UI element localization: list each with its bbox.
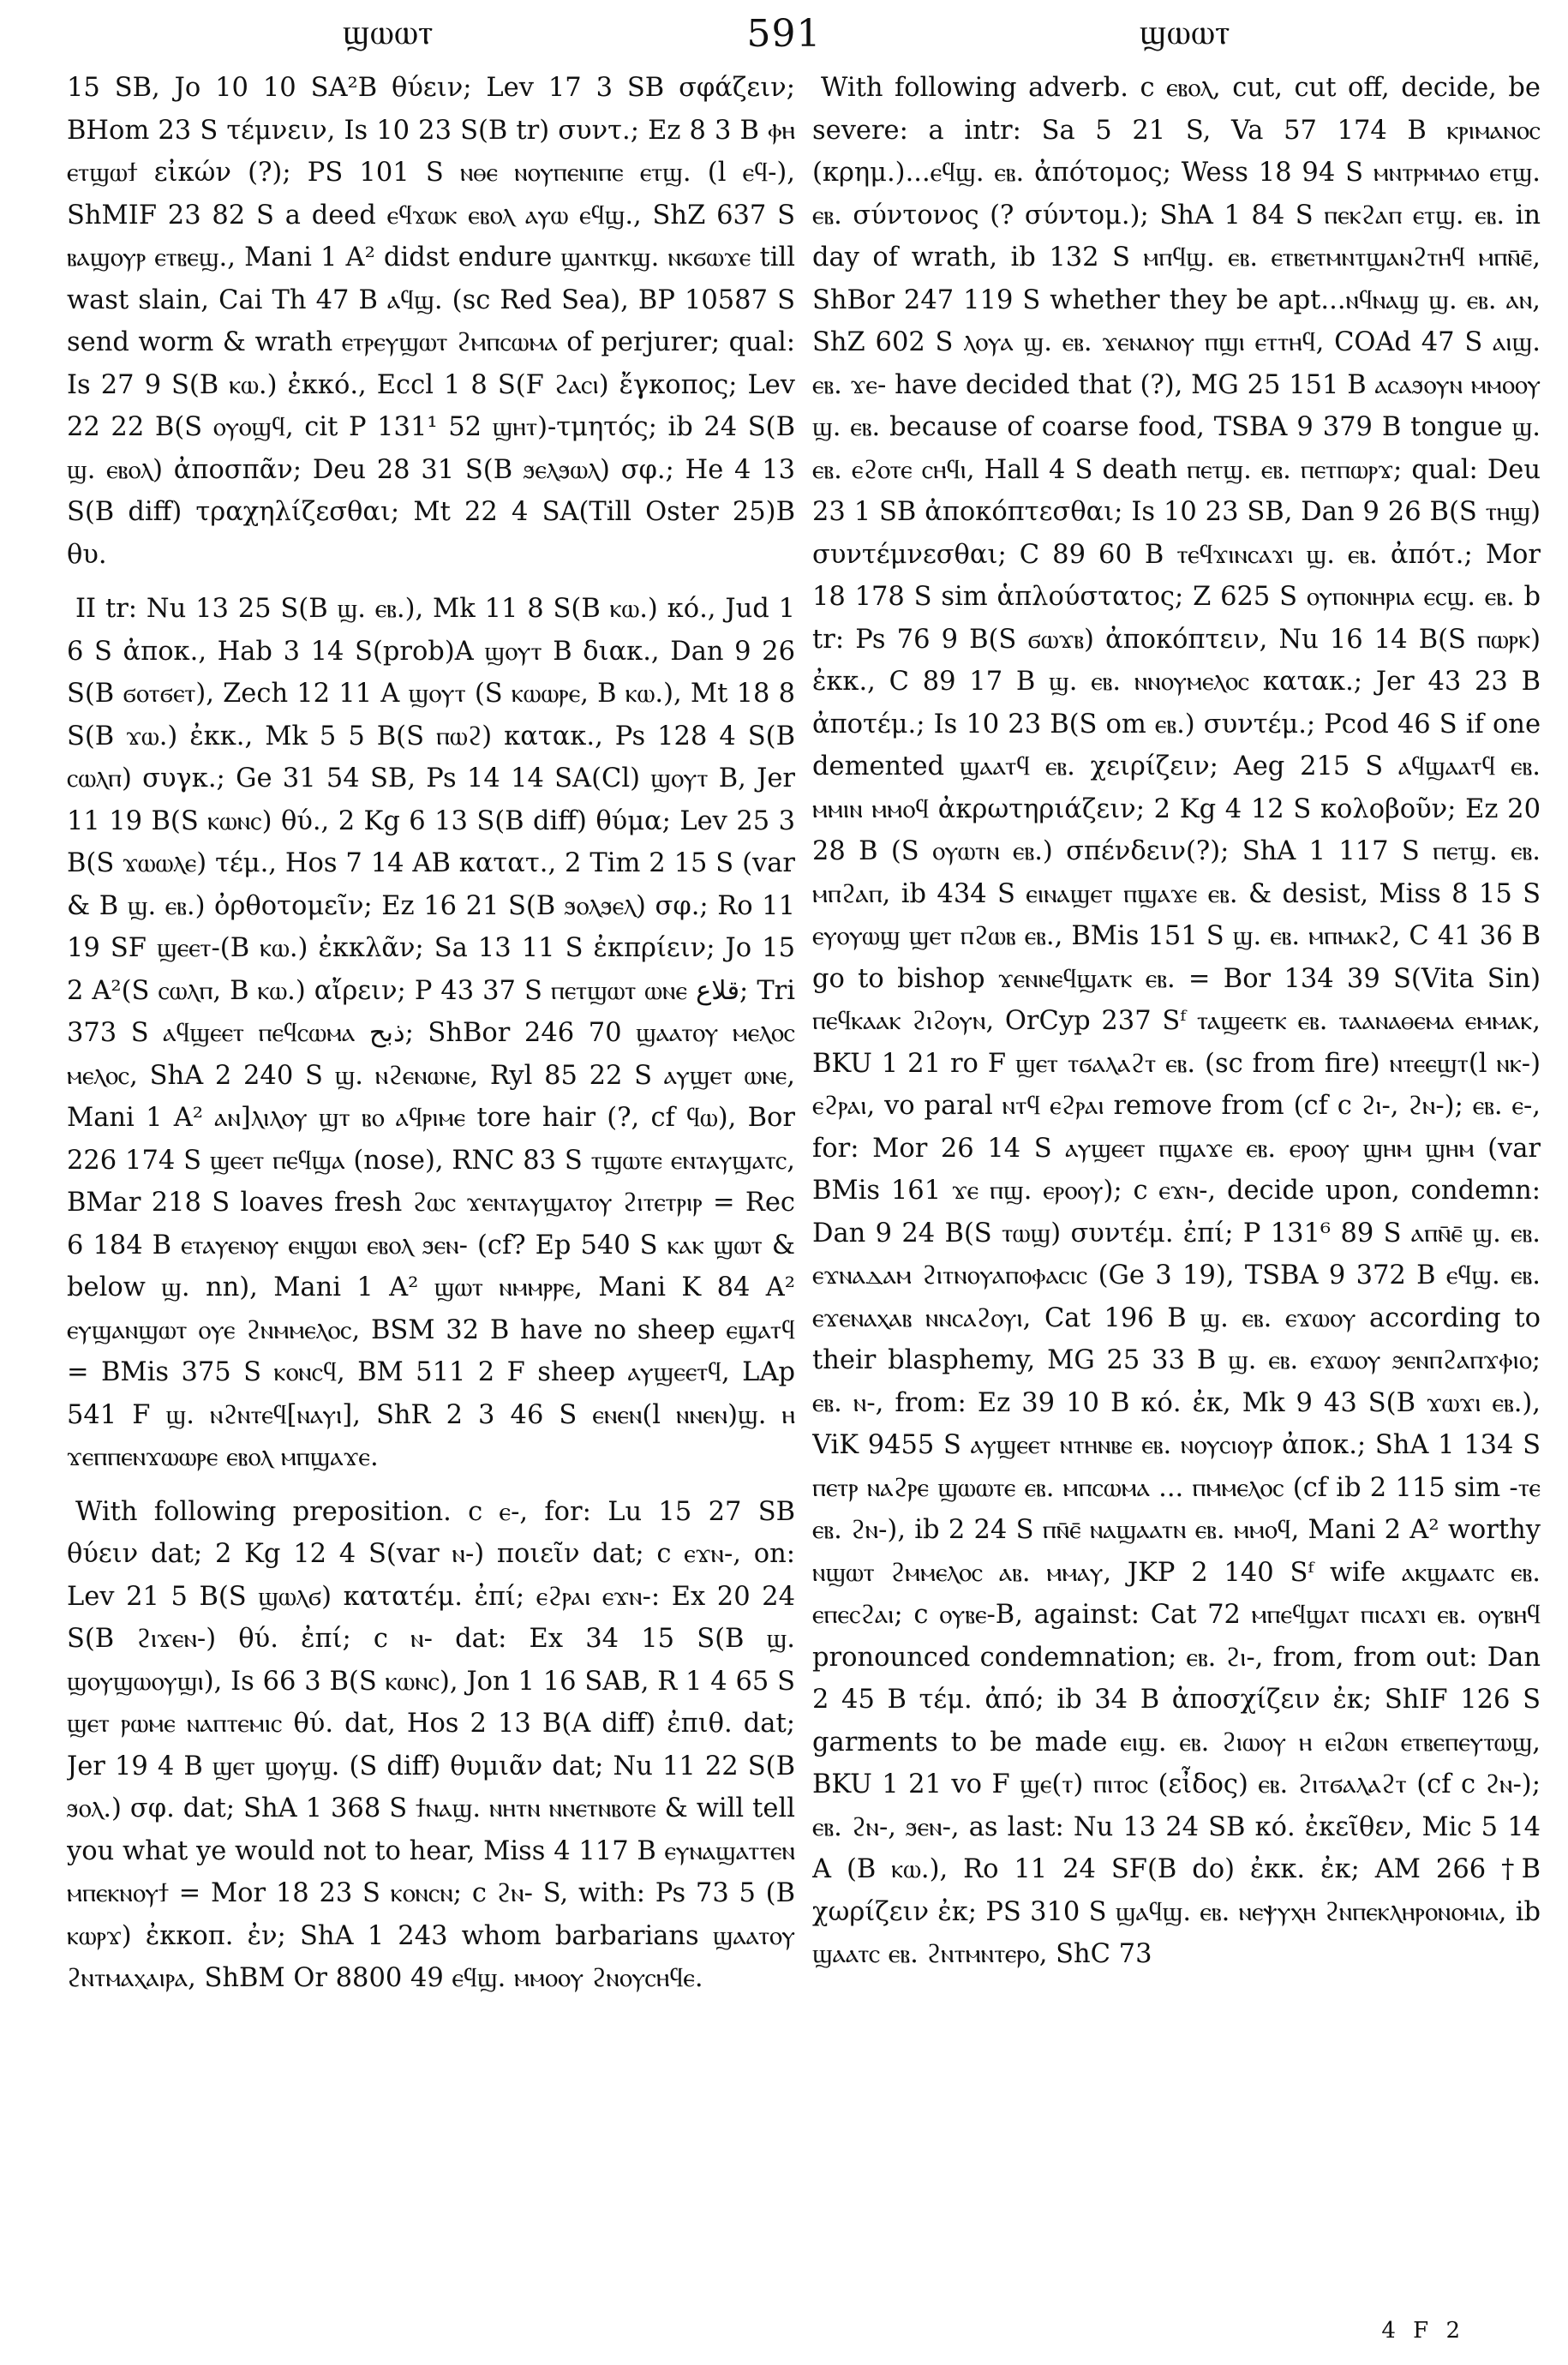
left-column xyxy=(67,67,795,2286)
left-paragraph-1: 15 SB, Jo 10 10 SA²B θύειν; Lev 17 3 SB σφάζειν; BHom 23 S τέμνειν, Is 10 23 S(B tr) συντ.; Ez 8 3 B ⲫⲏ ⲉⲧϣⲱϯ εἰκών (?); PS 101 S ⲛⲑⲉ ⲛⲟⲩⲡⲉⲛⲓⲡⲉ ⲉⲧϣ. (l ⲉϥ-), ShMIF 23 82 S a deed ⲉϥϫⲱⲕ ⲉⲃⲟⲗ ⲁⲩⲱ ⲉϥϣ., ShZ 637 S ⲃⲁϣⲟⲩⲣ ⲉⲧⲃⲉϣ., Mani 1 A² didst endure ϣⲁⲛⲧⲕϣ. ⲛⲕϭⲱϫⲉ till wast slain, Cai Th 47 B ⲁϥϣ. (sc Red Sea), BP 10587 S send worm & wrath ⲉⲧⲣⲉⲩϣⲱⲧ ϩⲙⲡⲥⲱⲙⲁ of perjurer; qual: Is 27 9 S(B ⲕⲱ.) ἐκκό., Eccl 1 8 S(F ϩⲁⲥⲓ) ἔγκοπος; Lev 22 22 B(S ⲟⲩⲟϣϥ, cit P 131¹ 52 ϣⲏⲧ)-τμητός; ib 24 S(B ϣ. ⲉⲃⲟⲗ) ἀποσπᾶν; Deu 28 31 S(B ϧⲉⲗϧⲱⲗ) σφ.; He 4 13 S(B diff) τραχηλίζεσθαι; Mt 22 4 SA(Till Oster 25)B θυ. xyxy=(67,73,795,570)
running-header xyxy=(0,12,1568,63)
left-paragraph-2: II tr: Nu 13 25 S(B ϣ. ⲉⲃ.), Mk 11 8 S(B ⲕⲱ.) κό., Jud 1 6 S ἀποκ., Hab 3 14 S(prob)A ϣⲟⲩⲧ B διακ., Dan 9 26 S(B ϭⲟⲧϭⲉⲧ), Zech 12 11 A ϣⲟⲩⲧ (S ⲕⲱⲱⲣⲉ, B ⲕⲱ.), Mt 18 8 S(B ϫⲱ.) ἐκκ., Mk 5 5 B(S ⲡⲱϩ) κατακ., Ps 128 4 S(B ⲥⲱⲗⲡ) συγκ.; Ge 31 54 SB, Ps 14 14 SA(Cl) ϣⲟⲩⲧ B, Jer 11 19 B(S ⲕⲱⲛⲥ) θύ., 2 Kg 6 13 S(B diff) θύμα; Lev 25 3 B(S ϫⲱⲱⲗⲉ) τέμ., Hos 7 14 AB κατατ., 2 Tim 2 15 S (var & B ϣ. ⲉⲃ.) ὀρθοτομεῖν; Ez 16 21 S(B ϧⲟⲗϧⲉⲗ) σφ.; Ro 11 19 SF ϣⲉⲉⲧ-(B ⲕⲱ.) ἐκκλᾶν; Sa 13 11 S ἐκπρίειν; Jo 15 2 A²(S ⲥⲱⲗⲡ, B ⲕⲱ.) αἴρειν; P 43 37 S ⲡⲉⲧϣⲱⲧ ⲱⲛⲉ قلاع; Tri 373 S ⲁϥϣⲉⲉⲧ ⲡⲉϥⲥⲱⲙⲁ ذبح; ShBor 246 70 ϣⲁⲁⲧⲟⲩ ⲙⲉⲗⲟⲥ ⲙⲉⲗⲟⲥ, ShA 2 240 S ϣ. ⲛϩⲉⲛⲱⲛⲉ, Ryl 85 22 S ⲁⲩϣⲉⲧ ⲱⲛⲉ, Mani 1 A² ⲁⲛ]ⲗⲓⲗⲟⲩ ϣⲧ ⲃⲟ ⲁϥⲣⲓⲙⲉ tore hair (?, cf ϥⲱ), Bor 226 174 S ϣⲉⲉⲧ ⲡⲉϥϣⲁ (nose), RNC 83 S ⲧϣⲱⲧⲉ ⲉⲛⲧⲁⲩϣⲁⲧⲥ, BMar 218 S loaves fresh ϩⲱⲥ ϫⲉⲛⲧⲁⲩϣⲁⲧⲟⲩ ϩⲓⲧⲉⲧⲣⲓⲣ = Rec 6 184 B ⲉⲧⲁⲩⲉⲛⲟⲩ ⲉⲛϣⲱⲓ ⲉⲃⲟⲗ ϧⲉⲛ- (cf? Ep 540 S ⲕⲁⲕ ϣⲱⲧ & below ϣ. nn), Mani 1 A² ϣⲱⲧ ⲛⲙⲙⲣⲣⲉ, Mani K 84 A² ⲉⲩϣⲁⲛϣⲱⲧ ⲟⲩⲉ ϩⲛⲙⲙⲉⲗⲟⲥ, BSM 32 B have no sheep ⲉϣⲁⲧϥ = BMis 375 S ⲕⲟⲛⲥϥ, BM 511 2 F sheep ⲁⲩϣⲉⲉⲧϥ, LAp 541 F ϣ. ⲛϩⲛⲧⲉϥ[ⲛⲁⲩⲓ], ShR 2 3 46 S ⲉⲛⲉⲛ(l ⲛⲛⲉⲛ)ϣ. ⲏ ϫⲉⲡⲡⲉⲛϫⲱⲱⲣⲉ ⲉⲃⲟⲗ ⲙⲡϣⲁϫⲉ. xyxy=(67,594,795,1472)
right-paragraph-1: With following adverb. c ⲉⲃⲟⲗ, cut, cut off, decide, be severe: a intr: Sa 5 21 S, Va 57 174 B ⲕⲣⲓⲙⲁⲛⲟⲥ (κρημ.)...ⲉϥϣ. ⲉⲃ. ἀπότομος; Wess 18 94 S ⲙⲛⲧⲣⲙⲙⲁⲟ ⲉⲧϣ. ⲉⲃ. σύντονος (? σύντομ.); ShA 1 84 S ⲡⲉⲕϩⲁⲡ ⲉⲧϣ. ⲉⲃ. in day of wrath, ib 132 S ⲙⲡϥϣ. ⲉⲃ. ⲉⲧⲃⲉⲧⲙⲛⲧϣⲁⲛϩⲧⲏϥ ⲙⲡⲛ̄ⲉ̄, ShBor 247 119 S whether they be apt...ⲛϥⲛⲁϣ ϣ. ⲉⲃ. ⲁⲛ, ShZ 602 S ⲗⲟⲩⲁ ϣ. ⲉⲃ. ϫⲉⲛⲁⲛⲟⲩ ⲡϣⲓ ⲉⲧⲧⲏϥ, COAd 47 S ⲁⲓϣ. ⲉⲃ. ϫⲉ- have decided that (?), MG 25 151 B ⲁⲥⲁϧⲟⲩⲛ ⲙⲙⲟⲟⲩ ϣ. ⲉⲃ. because of coarse food, TSBA 9 379 B tongue ϣ. ⲉⲃ. ⲉϩⲟⲧⲉ ⲥⲏϥⲓ, Hall 4 S death ⲡⲉⲧϣ. ⲉⲃ. ⲡⲉⲧⲡⲱⲣϫ; qual: Deu 23 1 SB ἀποκόπτεσθαι; Is 10 23 SB, Dan 9 26 B(S ⲧⲏϣ) συντέμνεσθαι; C 89 60 B ⲧⲉϥϫⲓⲛⲥⲁϫⲓ ϣ. ⲉⲃ. ἀπότ.; Mor 18 178 S sim ἁπλούστατος; Z 625 S ⲟⲩⲡⲟⲛⲏⲣⲓⲁ ⲉⲥϣ. ⲉⲃ. b tr: Ps 76 9 B(S ϭⲱϫⲃ) ἀποκόπτειν, Nu 16 14 B(S ⲡⲱⲣⲕ) ἐκκ., C 89 17 B ϣ. ⲉⲃ. ⲛⲛⲟⲩⲙⲉⲗⲟⲥ κατακ.; Jer 43 23 B ἀποτέμ.; Is 10 23 B(S om ⲉⲃ.) συντέμ.; Pcod 46 S if one demented ϣⲁⲁⲧϥ ⲉⲃ. χειρίζειν; Aeg 215 S ⲁϥϣⲁⲁⲧϥ ⲉⲃ. ⲙⲙⲓⲛ ⲙⲙⲟϥ ἀκρωτηριάζειν; 2 Kg 4 12 S κολοβοῦν; Ez 20 28 B (S ⲟⲩⲱⲧⲛ ⲉⲃ.) σπένδειν(?); ShA 1 117 S ⲡⲉⲧϣ. ⲉⲃ. ⲙⲡϩⲁⲡ, ib 434 S ⲉⲓⲛⲁϣⲉⲧ ⲡϣⲁϫⲉ ⲉⲃ. & desist, Miss 8 15 S ⲉⲩⲟⲩⲱϣ ϣⲉⲧ ⲡϩⲱⲃ ⲉⲃ., BMis 151 S ϣ. ⲉⲃ. ⲙⲡⲙⲁⲕϩ, C 41 36 B go to bishop ϫⲉⲛⲛⲉϥϣⲁⲧⲕ ⲉⲃ. = Bor 134 39 S(Vita Sin) ⲡⲉϥⲕⲁⲁⲕ ϩⲓϩⲟⲩⲛ, OrCyp 237 Sᶠ ⲧⲁϣⲉⲉⲧⲕ ⲉⲃ. ⲧⲁⲁⲛⲁⲑⲉⲙⲁ ⲉⲙⲙⲁⲕ, BKU 1 21 ro F ϣⲉⲧ ⲧϭⲁⲗⲁϩⲧ ⲉⲃ. (sc from fire) ⲛⲧⲉⲉϣⲧ(l ⲛⲕ-) ⲉϩⲣⲁⲓ, vo paral ⲛⲧϥ ⲉϩⲣⲁⲓ remove from (cf c ϩⲓ-, ϩⲛ-); ⲉⲃ. ⲉ-, for: Mor 26 14 S ⲁⲩϣⲉⲉⲧ ⲡϣⲁϫⲉ ⲉⲃ. ⲉⲣⲟⲟⲩ ϣⲏⲙ ϣⲏⲙ (var BMis 161 ϫⲉ ⲡϣ. ⲉⲣⲟⲟⲩ); c ⲉϫⲛ-, decide upon, condemn: Dan 9 24 B(S ⲧⲱϣ) συντέμ. ἐπί; P 131⁶ 89 S ⲁⲡⲛ̄ⲉ̄ ϣ. ⲉⲃ. ⲉϫⲛⲁⲇⲁⲙ ϩⲓⲧⲛⲟⲩⲁⲡⲟⲫⲁⲥⲓⲥ (Ge 3 19), TSBA 9 372 B ⲉϥϣ. ⲉⲃ. ⲉϫⲉⲛⲁⲭⲁⲃ ⲛⲛⲥⲁϩⲟⲩⲓ, Cat 196 B ϣ. ⲉⲃ. ⲉϫⲱⲟⲩ according to their blasphemy, MG 25 33 B ϣ. ⲉⲃ. ⲉϫⲱⲟⲩ ϧⲉⲛⲡϩⲁⲡϫⲫⲓⲟ; ⲉⲃ. ⲛ-, from: Ez 39 10 B κό. ἐκ, Mk 9 43 S(B ϫⲱϫⲓ ⲉⲃ.), ViK 9455 S ⲁⲩϣⲉⲉⲧ ⲛⲧⲏⲛⲃⲉ ⲉⲃ. ⲛⲟⲩⲥⲓⲟⲩⲣ ἀποκ.; ShA 1 134 S ⲡⲉⲧⲣ ⲛⲁϩⲣⲉ ϣⲱⲱⲧⲉ ⲉⲃ. ⲙⲡⲥⲱⲙⲁ ... ⲡⲙⲙⲉⲗⲟⲥ (cf ib 2 115 sim -ⲧⲉ ⲉⲃ. ϩⲛ-), ib 2 24 S ⲡⲛ̄ⲉ̄ ⲛⲁϣⲁⲁⲧⲛ ⲉⲃ. ⲙⲙⲟϥ, Mani 2 A² worthy ⲛϣⲱⲧ ϩⲙⲙⲉⲗⲟⲥ ⲁⲃ. ⲙⲙⲁⲩ, JKP 2 140 Sᶠ wife ⲁⲕϣⲁⲁⲧⲥ ⲉⲃ. ⲉⲡⲉⲥϩⲁⲓ; c ⲟⲩⲃⲉ-B, against: Cat 72 ⲙⲡⲉϥϣⲁⲧ ⲡⲓⲥⲁϫⲓ ⲉⲃ. ⲟⲩⲃⲏϥ pronounced condemnation; ⲉⲃ. ϩⲓ-, from, from out: Dan 2 45 B τέμ. ἀπό; ib 34 B ἀποσχίζειν ἐκ; ShIF 126 S garments to be made ⲉⲓϣ. ⲉⲃ. ϩⲓⲱⲟⲩ ⲏ ⲉⲓϩⲱⲛ ⲉⲧⲃⲉⲡⲉⲩⲧⲱϣ, BKU 1 21 vo F ϣⲉ(ⲧ) ⲡⲓⲧⲟⲥ (εἶδος) ⲉⲃ. ϩⲓⲧϭⲁⲗⲁϩⲧ (cf c ϩⲛ-); ⲉⲃ. ϩⲛ-, ϧⲉⲛ-, as last: Nu 13 24 SB κό. ἐκεῖθεν, Mic 5 14 A (B ⲕⲱ.), Ro 11 24 SF(B do) ἐκκ. ἐκ; AM 266 †B χωρίζειν ἐκ; PS 310 S ϣⲁϥϣ. ⲉⲃ. ⲛⲉⲯⲩⲭⲏ ϩⲛⲡⲉⲕⲗⲏⲣⲟⲛⲟⲙⲓⲁ, ib ϣⲁⲁⲧⲥ ⲉⲃ. ϩⲛⲧⲙⲛⲧⲉⲣⲟ, ShC 73 xyxy=(812,73,1541,1969)
page-number: 591 xyxy=(746,12,822,56)
right-column xyxy=(812,67,1541,2286)
left-paragraph-3: With following preposition. c ⲉ-, for: Lu 15 27 SB θύειν dat; 2 Kg 12 4 S(var ⲛ-) ποιεῖν dat; c ⲉϫⲛ-, on: Lev 21 5 B(S ϣⲱⲗϭ) κατατέμ. ἐπί; ⲉϩⲣⲁⲓ ⲉϫⲛ-: Ex 20 24 S(B ϩⲓϫⲉⲛ-) θύ. ἐπί; c ⲛ- dat: Ex 34 15 S(B ϣ. ϣⲟⲩϣⲱⲟⲩϣⲓ), Is 66 3 B(S ⲕⲱⲛⲥ), Jon 1 16 SAB, R 1 4 65 S ϣⲉⲧ ⲣⲱⲙⲉ ⲛⲁⲡⲧⲉⲙⲓⲥ θύ. dat, Hos 2 13 B(A diff) ἐπιθ. dat; Jer 19 4 B ϣⲉⲧ ϣⲟⲩϣ. (S diff) θυμιᾶν dat; Nu 11 22 S(B ϧⲟⲗ.) σφ. dat; ShA 1 368 S ϯⲛⲁϣ. ⲛⲏⲧⲛ ⲛⲛⲉⲧⲛⲃⲟⲧⲉ & will tell you what ye would not to hear, Miss 4 117 B ⲉⲩⲛⲁϣⲁⲧⲧⲉⲛ ⲙⲡⲉⲕⲛⲟⲩϯ = Mor 18 23 S ⲕⲟⲛⲥⲛ; c ϩⲛ- S, with: Ps 73 5 (B ⲕⲱⲣϫ) ἐκκοπ. ἐν; ShA 1 243 whom barbarians ϣⲁⲁⲧⲟⲩ ϩⲛⲧⲙⲁⲭⲁⲓⲣⲁ, ShBM Or 8800 49 ⲉϥϣ. ⲙⲙⲟⲟⲩ ϩⲛⲟⲩⲥⲏϥⲉ. xyxy=(67,1496,795,1993)
printer-signature: 4 F 2 xyxy=(1381,2318,1465,2344)
header-headword-right: ϣⲱⲱⲧ xyxy=(1140,13,1231,52)
header-headword-left: ϣⲱⲱⲧ xyxy=(343,13,434,52)
